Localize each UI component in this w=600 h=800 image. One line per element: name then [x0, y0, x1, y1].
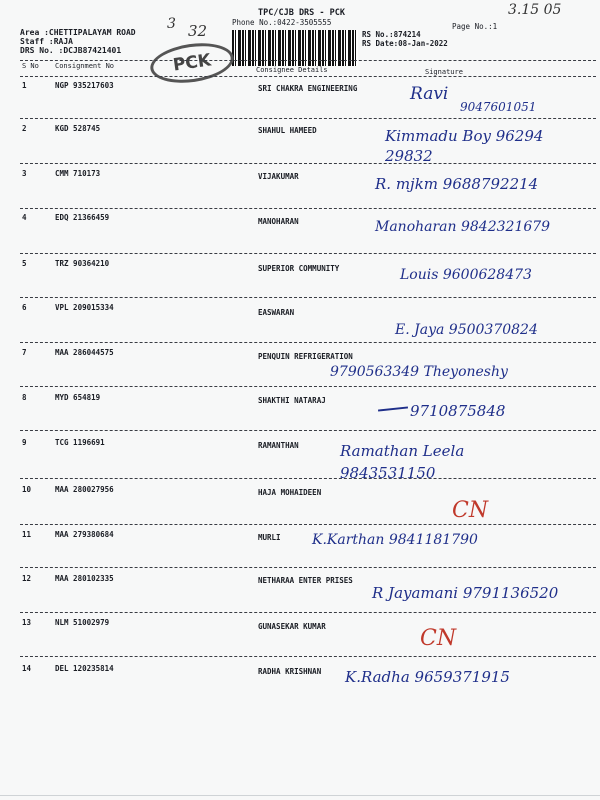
row-14-signature: K.Radha 9659371915 [345, 668, 510, 686]
col-sno: S No [22, 62, 39, 70]
row-divider [20, 567, 596, 568]
row-8-sno: 8 [22, 393, 27, 402]
row-1-signature-mark: Ravi [410, 84, 449, 104]
rs-no-label: RS No.: [362, 30, 394, 39]
row-divider [20, 612, 596, 613]
row-5-consignment: TRZ 90364210 [55, 259, 110, 268]
drs-label: DRS No. : [20, 46, 64, 55]
rs-date-label: RS Date: [362, 39, 399, 48]
row-8-signature: 9710875848 [410, 402, 506, 420]
rs-no-line [362, 30, 421, 39]
row-4-consignee: MANOHARAN [258, 217, 299, 226]
col-signature: Signature [425, 68, 463, 76]
row-3-signature: R. mjkm 9688792214 [375, 175, 539, 193]
rs-no-value: 874214 [393, 30, 421, 39]
row-1-sno: 1 [22, 81, 27, 90]
row-4-consignment: EDQ 21366459 [55, 213, 110, 222]
row-3-consignee: VIJAKUMAR [258, 172, 299, 181]
area-line [20, 28, 136, 37]
row-divider [20, 118, 596, 119]
row-divider [20, 208, 596, 209]
row-1-consignee: SRI CHAKRA ENGINEERING [258, 84, 358, 93]
row-7-signature: 9790563349 Theyoneshy [330, 364, 508, 380]
handwritten-time: 3.15 05 [508, 2, 562, 18]
row-2-signature: Kimmadu Boy 96294 29832 [385, 127, 544, 165]
row-10-consignment: MAA 280027956 [55, 485, 114, 494]
row-5-signature: Louis 9600628473 [400, 267, 532, 283]
row-14-consignee: RADHA KRISHNAN [258, 667, 322, 676]
row-6-sno: 6 [22, 303, 27, 312]
header-divider-bottom [20, 76, 596, 77]
row-9-consignee: RAMANTHAN [258, 441, 299, 450]
row-11-signature: K.Karthan 9841181790 [312, 532, 478, 548]
row-13-consignment: NLM 51002979 [55, 618, 110, 627]
row-13-cn-mark: CN [420, 626, 457, 651]
row-9-signature: Ramathan Leela 9843531150 [340, 442, 465, 482]
row-9-sno: 9 [22, 438, 27, 447]
col-consignment: Consignment No [55, 62, 115, 70]
row-divider [20, 253, 596, 254]
row-9-consignment: TCG 1196691 [55, 438, 105, 447]
staff-value: RAJA [53, 37, 73, 46]
row-divider [20, 656, 596, 657]
row-1-consignment: NGP 935217603 [55, 81, 114, 90]
row-5-sno: 5 [22, 259, 27, 268]
drs-value: DCJB87421401 [63, 46, 122, 55]
row-11-consignment: MAA 279380684 [55, 530, 114, 539]
row-12-consignment: MAA 280102335 [55, 574, 114, 583]
row-14-sno: 14 [22, 664, 32, 673]
row-14-consignment: DEL 120235814 [55, 664, 114, 673]
row-12-consignee: NETHARAA ENTER PRISES [258, 576, 353, 585]
page-edge [0, 795, 600, 796]
document-title: TPC/CJB DRS - PCK [258, 8, 345, 18]
row-10-cn-mark: CN [452, 498, 489, 523]
row-2-consignee: SHAHUL HAMEED [258, 126, 317, 135]
col-consignee: Consignee Details [256, 66, 328, 74]
row-8-consignee: SHAKTHI NATARAJ [258, 396, 326, 405]
row-4-signature: Manoharan 9842321679 [375, 219, 551, 235]
row-8-signature-mark [378, 406, 408, 411]
row-divider [20, 163, 596, 164]
drs-line [20, 46, 121, 55]
area-label: Area : [20, 28, 49, 37]
row-5-consignee: SUPERIOR COMMUNITY [258, 264, 340, 273]
page-value: 1 [492, 22, 498, 31]
stamp-text: PCK [171, 50, 213, 76]
row-1-signature: 9047601051 [460, 100, 537, 114]
stamp-number: 32 [188, 22, 208, 40]
row-6-consignee: EASWARAN [258, 308, 295, 317]
row-7-consignee: PENQUIN REFRIGERATION [258, 352, 353, 361]
staff-line [20, 37, 73, 46]
row-6-signature: E. Jaya 9500370824 [395, 322, 538, 338]
row-13-consignee: GUNASEKAR KUMAR [258, 622, 326, 631]
row-12-sno: 12 [22, 574, 32, 583]
row-13-sno: 13 [22, 618, 32, 627]
row-11-sno: 11 [22, 530, 32, 539]
staff-label: Staff : [20, 37, 54, 46]
phone-label: Phone No.: [232, 18, 278, 27]
header-divider-top [20, 60, 596, 61]
row-10-consignee: HAJA MOHAIDEEN [258, 488, 322, 497]
row-8-consignment: MYD 654819 [55, 393, 101, 402]
row-2-consignment: KGD 528745 [55, 124, 101, 133]
row-3-consignment: CMM 710173 [55, 169, 101, 178]
row-divider [20, 342, 596, 343]
row-6-consignment: VPL 209015334 [55, 303, 114, 312]
page-label: Page No.: [452, 22, 493, 31]
row-divider [20, 478, 596, 479]
row-divider [20, 430, 596, 431]
row-divider [20, 386, 596, 387]
row-12-signature: R Jayamani 9791136520 [372, 584, 559, 602]
pck-stamp [148, 38, 236, 87]
rs-date-value: 08-Jan-2022 [398, 39, 448, 48]
phone-value: 0422-3505555 [277, 18, 332, 27]
stamp-number-top: 3 [167, 16, 176, 32]
row-2-sno: 2 [22, 124, 27, 133]
rs-date-line [362, 39, 448, 48]
phone-line [232, 18, 331, 27]
area-value: CHETTIPALAYAM ROAD [48, 28, 136, 37]
row-4-sno: 4 [22, 213, 27, 222]
row-11-consignee: MURLI [258, 533, 281, 542]
row-7-consignment: MAA 286044575 [55, 348, 114, 357]
row-7-sno: 7 [22, 348, 27, 357]
page-no-line [452, 22, 497, 31]
row-divider [20, 297, 596, 298]
row-divider [20, 524, 596, 525]
row-3-sno: 3 [22, 169, 27, 178]
row-10-sno: 10 [22, 485, 32, 494]
